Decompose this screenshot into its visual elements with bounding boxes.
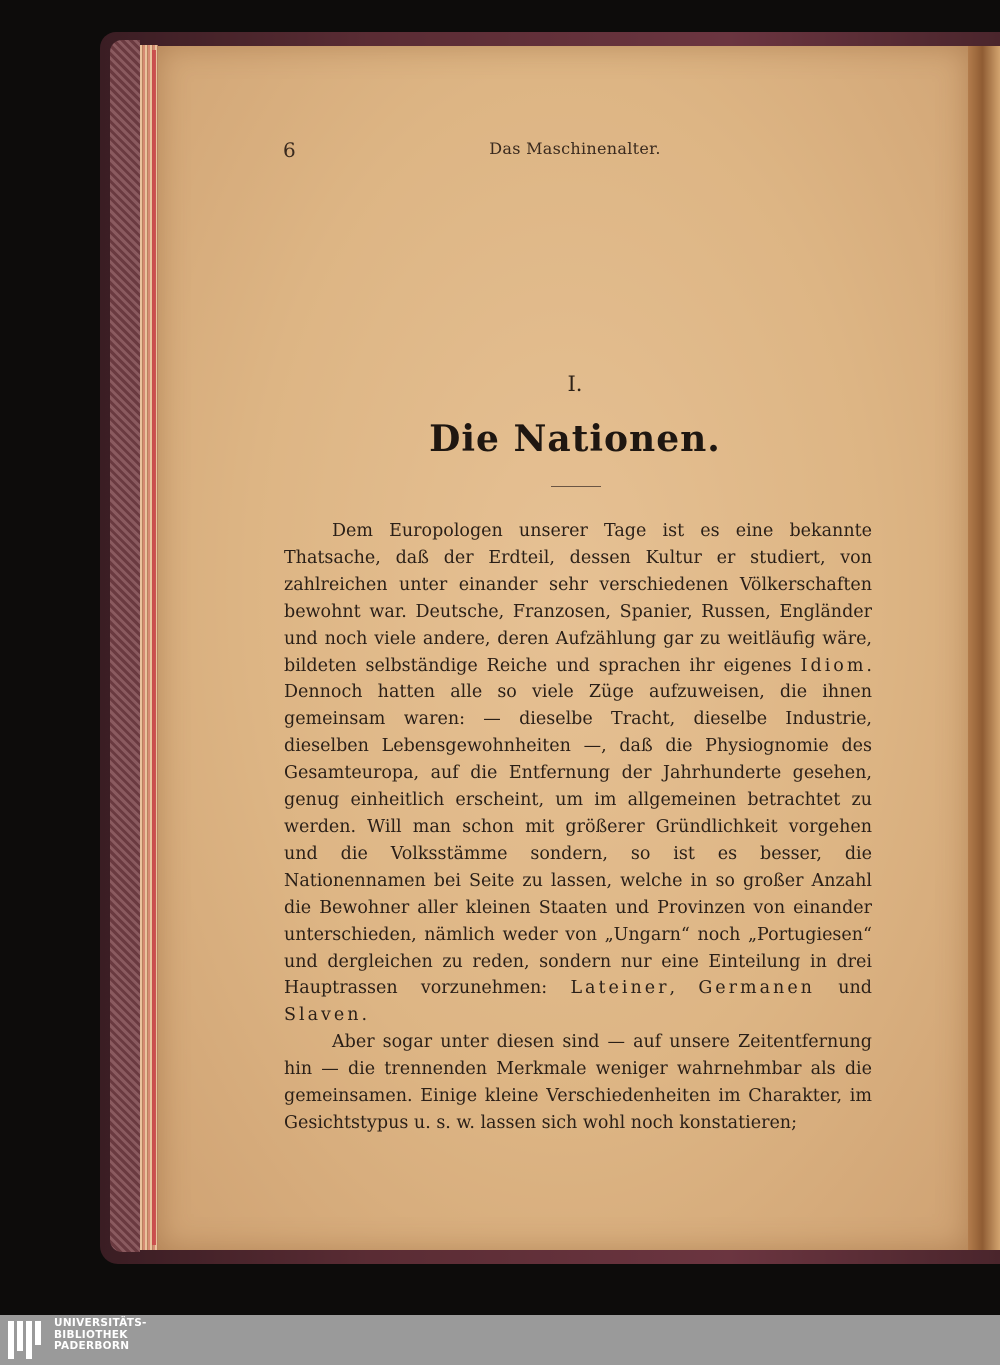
emphasized-text: Slaven	[284, 1005, 362, 1026]
emphasized-text: Lateiner	[570, 978, 670, 999]
paragraph-text: . Dennoch hatten alle so viele Züge aufzuweisen, die ihnen gemeinsam waren: — dieselbe Tracht, dieselbe Industrie, dieselben Lebensgewohnheiten —, daß die Physiognomie des Gesamteuropa, auf die Entfernung der Jahrhunderte gesehen, genug einheitlich erscheint, um im allgemeinen betrachtet zu werden. Will man schon mit größerer Gründlichkeit vorgehen und die Volksstämme sondern, so ist es besser, die Nationennamen bei Seite zu lassen, welche in so großer Anzahl die Bewohner aller kleinen Staaten und Provinzen von einander unterschieden, nämlich weder von „Ungarn“ noch „Portugiesen“ und dergleichen zu reden, sondern nur eine Einteilung in drei Hauptrassen vorzunehmen:	[284, 655, 872, 999]
chapter-number: I.	[567, 372, 583, 396]
library-footer	[0, 1315, 1000, 1365]
paragraph-text: Aber sogar unter diesen sind — auf unsere Zeitentfernung hin — die trennenden Merkmale weniger wahrnehmbar als die gemeinsamen. Einige kleine Verschiedenheiten im Charakter, im Gesichtstypus u. s. w. lassen sich wohl noch konstatieren;	[284, 1032, 872, 1133]
library-logo-text	[54, 1318, 147, 1353]
page-number: 6	[283, 138, 296, 162]
red-page-edge	[152, 50, 156, 1245]
logo-line-3: PADERBORN	[54, 1340, 130, 1352]
paragraph-text: .	[361, 1005, 368, 1026]
paragraph-text: Dem Europologen unserer Tage ist es eine bekannte Thatsache, daß der Erdteil, dessen Kultur er studiert, von zahlreichen unter einander sehr verschiedenen Völkerschaften bewohnt war. Deutsche, Franzosen, Spanier, Russen, Engländer und noch viele andere, deren Aufzählung gar zu weitläufig wäre, bildeten selbständige Reiche und sprachen ihr eigenes	[284, 521, 872, 676]
paragraph	[284, 1029, 872, 1137]
logo-line-1: UNIVERSITÄTS-	[54, 1317, 147, 1329]
library-logo-icon	[6, 1319, 46, 1361]
emphasized-text: Germanen	[698, 978, 815, 999]
page-gutter	[968, 46, 1000, 1250]
title-rule	[551, 486, 601, 487]
logo-line-2: BIBLIOTHEK	[54, 1328, 128, 1341]
chapter-title: Die Nationen.	[429, 418, 721, 460]
body-text	[284, 518, 872, 1137]
book-spine	[110, 40, 140, 1252]
paragraph-text: und	[814, 978, 872, 999]
paragraph	[284, 518, 872, 1029]
running-header: Das Maschinenalter.	[489, 139, 661, 158]
paragraph-text: ,	[669, 978, 699, 999]
emphasized-text: Idiom	[800, 655, 867, 676]
